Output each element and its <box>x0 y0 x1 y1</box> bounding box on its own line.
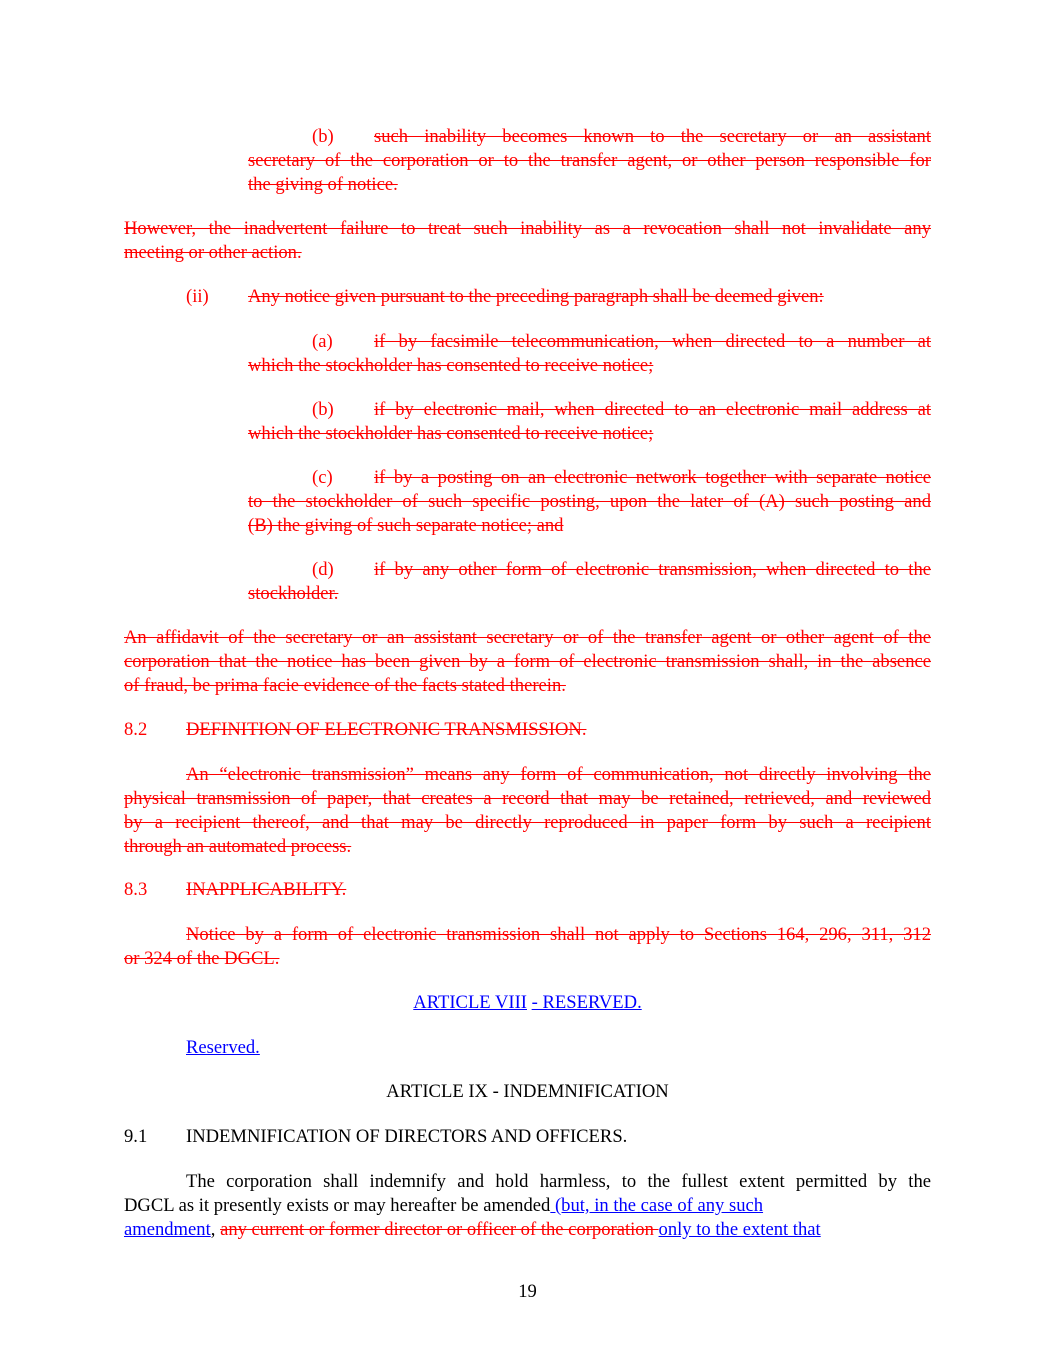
sub-b-email-first-line: (b) if by electronic mail, when directed to an electronic mail address at <box>312 399 931 420</box>
definition-paragraph <box>124 763 931 859</box>
text-line: corporation that the notice has been given by a form of electronic transmission shall, in the absence <box>124 651 931 672</box>
text-line: the giving of notice. <box>248 174 398 195</box>
section-8-2-heading <box>124 718 931 742</box>
however-paragraph <box>124 217 931 265</box>
sub-d-other <box>248 558 931 606</box>
sub-a-facsimile <box>248 330 931 378</box>
sub-b-email <box>248 398 931 446</box>
text-line: through an automated process. <box>124 836 352 857</box>
text-line: secretary of the corporation or to the transfer agent, or other person responsible for <box>248 150 931 171</box>
text-line: stockholder. <box>248 583 339 604</box>
item-ii-line: (ii) Any notice given pursuant to the preceding paragraph shall be deemed given: <box>186 286 824 307</box>
article-8-heading <box>124 991 931 1015</box>
section-number: 9.1 <box>124 1126 148 1147</box>
sub-b-email-label: (b) <box>312 399 334 420</box>
text-line: (B) the giving of such separate notice; and <box>248 515 564 536</box>
inserted-text: only to the extent that <box>658 1219 821 1240</box>
section-9-1-heading <box>124 1125 931 1149</box>
article-8-part1: ARTICLE VIII <box>413 992 527 1013</box>
text-line: to the stockholder of such specific posting, upon the later of (A) such posting and <box>248 491 931 512</box>
reserved-paragraph <box>186 1036 931 1060</box>
affidavit-paragraph <box>124 626 931 698</box>
sub-c-first-line: (c) if by a posting on an electronic network together with separate notice <box>312 467 931 488</box>
text-line: by a recipient thereof, and that may be directly reproduced in paper form by such a recipient <box>124 812 931 833</box>
section-8-3-heading <box>124 878 931 902</box>
page-number: 19 <box>518 1281 537 1302</box>
sub-b-label: (b) <box>312 126 334 147</box>
sub-a-first-line: (a) if by facsimile telecommunication, when directed to a number at <box>312 331 931 352</box>
reserved-text: Reserved. <box>186 1037 260 1058</box>
article-8-part2: - RESERVED. <box>531 992 642 1013</box>
sub-c-label: (c) <box>312 467 333 488</box>
text-line: amendment, any current or former director or officer of the corporation only to the extent that <box>124 1219 821 1240</box>
inapplicability-paragraph <box>124 923 931 971</box>
inserted-text: amendment <box>124 1219 211 1240</box>
text-line: or 324 of the DGCL. <box>124 948 280 969</box>
sub-d-label: (d) <box>312 559 334 580</box>
text-line: which the stockholder has consented to receive notice; <box>248 355 654 376</box>
article-9-heading: ARTICLE IX - INDEMNIFICATION <box>386 1081 669 1102</box>
text-line: DGCL as it presently exists or may hereafter be amended (but, in the case of any such <box>124 1195 764 1216</box>
sub-b-inability <box>248 125 931 197</box>
section-title: INDEMNIFICATION OF DIRECTORS AND OFFICERS. <box>186 1126 628 1147</box>
text-line: of fraud, be prima facie evidence of the facts stated therein. <box>124 675 566 696</box>
text-line: An affidavit of the secretary or an assistant secretary or of the transfer agent or other agent of the <box>124 627 931 648</box>
text-line: The corporation shall indemnify and hold harmless, to the fullest extent permitted by the <box>186 1171 931 1192</box>
text-line: However, the inadvertent failure to treat such inability as a revocation shall not invalidate any <box>124 218 931 239</box>
item-ii-label: (ii) <box>186 286 209 307</box>
deleted-text: any current or former director or officer of the corporation <box>220 1219 659 1240</box>
text-line: which the stockholder has consented to receive notice; <box>248 423 654 444</box>
section-title: DEFINITION OF ELECTRONIC TRANSMISSION. <box>186 719 587 740</box>
text-line: physical transmission of paper, that creates a record that may be retained, retrieved, and reviewed <box>124 788 931 809</box>
sub-b-first-line: (b) such inability becomes known to the secretary or an assistant <box>312 126 931 147</box>
inserted-text: (but, in the case of any such <box>550 1195 764 1216</box>
sub-a-label: (a) <box>312 331 333 352</box>
item-ii <box>186 285 931 309</box>
sub-d-first-line: (d) if by any other form of electronic transmission, when directed to the <box>312 559 931 580</box>
indemnification-paragraph <box>124 1170 931 1242</box>
text-line: Notice by a form of electronic transmission shall not apply to Sections 164, 296, 311, 312 <box>186 924 931 945</box>
section-number: 8.2 <box>124 719 148 740</box>
sub-c-posting <box>248 466 931 538</box>
text-line: An “electronic transmission” means any form of communication, not directly involving the <box>186 764 931 785</box>
section-number: 8.3 <box>124 879 148 900</box>
section-title: INAPPLICABILITY. <box>186 879 347 900</box>
text-line: meeting or other action. <box>124 242 302 263</box>
